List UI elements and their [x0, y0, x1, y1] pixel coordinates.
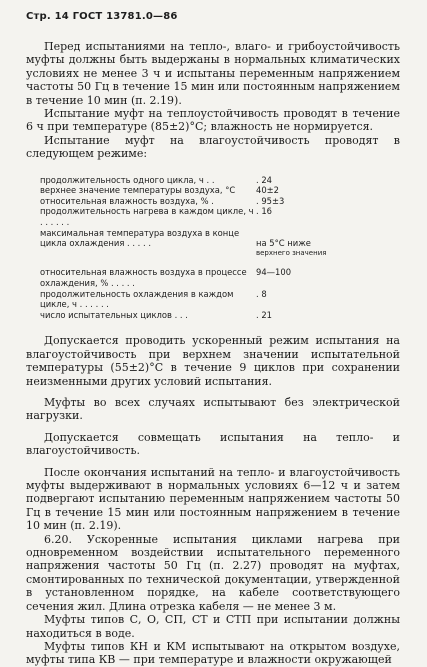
parameter-value: 40±2 [256, 185, 280, 196]
paragraph: Муфты типов С, О, СП, СТ и СТП при испытании должны находиться в воде. [26, 613, 400, 640]
parameter-label: продолжительность нагрева в каждом цикле, ч . . . . . . [40, 206, 254, 228]
parameter-value: . 21 [256, 309, 272, 320]
parameter-value: . 95±3 [256, 195, 285, 206]
parameter-label: максимальная температура воздуха в конце цикла охлаждения . . . . . [40, 227, 240, 249]
parameter-value-main: на 5°С ниже [256, 238, 311, 249]
parameter-value: . 16 [256, 206, 272, 217]
parameter-value: . 24 [256, 174, 272, 185]
parameter-row [40, 310, 330, 321]
page-header: Стр. 14 ГОСТ 13781.0—86 [26, 11, 178, 22]
paragraph: Муфты типов КН и КМ испытывают на открытом воздухе, муфты типа КВ — при температуре и влажности окружающей [26, 639, 400, 667]
parameter-row [40, 196, 330, 207]
parameter-row [40, 228, 330, 268]
parameter-row [40, 206, 330, 227]
paragraph: Муфты во всех случаях испытывают без электрической нагрузки. [26, 396, 400, 423]
parameter-value-note: верхнего значения [256, 248, 327, 257]
parameter-label: верхнее значение температуры воздуха, °С [40, 185, 236, 196]
parameter-row [40, 289, 330, 310]
paragraph: Допускается проводить ускоренный режим испытания на влагоустойчивость при верхнем значении испытательной температуры (55±2)°С в течение 9 циклов при сохранении неизменными других условий испытания. [26, 334, 400, 388]
parameter-label: относительная влажность воздуха, % . [40, 195, 214, 206]
parameter-label: число испытательных циклов . . . [40, 309, 188, 320]
paragraph: Испытание муфт на теплоустойчивость проводят в течение 6 ч при температуре (85±2)°С; влажность не нормируется. [26, 107, 400, 134]
parameter-label: продолжительность охлаждения в каждом цикле, ч . . . . . . [40, 288, 234, 310]
parameter-value: . 8 [256, 288, 267, 299]
test-mode-parameters [40, 175, 330, 321]
parameter-row [40, 185, 330, 196]
page-body [26, 40, 400, 667]
paragraph: 6.20. Ускоренные испытания циклами нагрева при одновременном воздействии испытательного переменного напряжения частоты 50 Гц (п. 2.27) проводят на муфтах, смонтированных по технической документации, утвержденной в установленном порядке, на кабеле соответствующего сечения жил. Длина отрезка кабеля — не менее 3 м. [26, 532, 400, 613]
parameter-row [40, 175, 330, 186]
paragraph: Перед испытаниями на тепло-, влаго- и грибоустойчивость муфты должны быть выдержаны в нормальных климатических условиях не менее 3 ч и испытаны переменным напряжением частоты 50 Гц в течение 15 мин или постоянным напряжением в течение 10 мин (п. 2.19). [26, 40, 400, 107]
paragraph: Допускается совмещать испытания на тепло- и влагоустойчивость. [26, 430, 400, 458]
parameter-label: относительная влажность воздуха в процессе охлаждения, % . . . . . [40, 267, 247, 288]
parameter-value: 94—100 [256, 267, 292, 278]
paragraph: После окончания испытаний на тепло- и влагоустойчивость муфты выдерживают в нормальных условиях 6—12 ч и затем подвергают испытанию переменным напряжением частоты 50 Гц в течение 15 мин или постоянным напряжением в течение 10 мин (п. 2.19). [26, 465, 400, 533]
parameter-label: продолжительность одного цикла, ч . . [40, 174, 215, 185]
paragraph: Испытание муфт на влагоустойчивость проводят в следующем режиме: [26, 133, 400, 161]
parameter-value [256, 228, 330, 268]
parameter-row [40, 267, 330, 288]
